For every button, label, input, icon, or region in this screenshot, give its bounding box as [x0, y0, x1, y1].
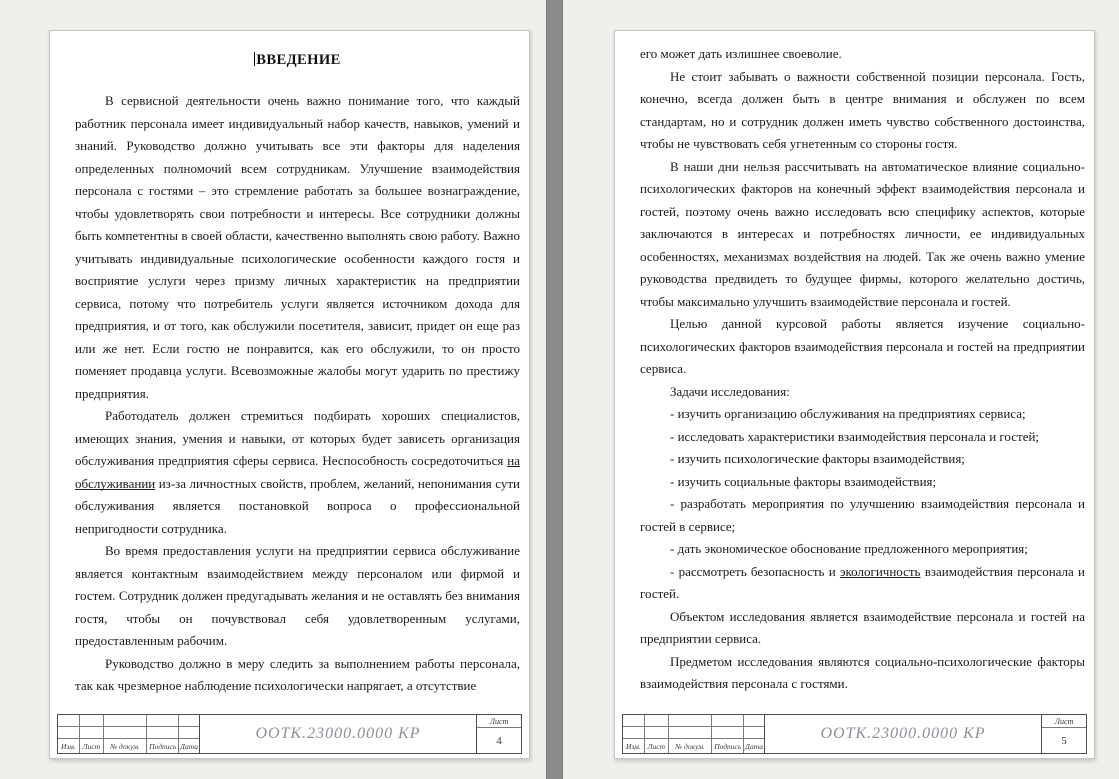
stamp-cell	[669, 727, 713, 738]
stamp-column-label: Лист	[645, 739, 669, 753]
list-item	[640, 493, 1085, 538]
text-run: Целью данной курсовой работы является изучение социально-психологических факторов взаимодействия персонала и гостей на предприятии сервиса.	[640, 316, 1085, 376]
revision-row	[623, 715, 764, 727]
stamp-cell	[669, 715, 713, 726]
title-block	[622, 714, 1087, 754]
page-gap-divider	[546, 0, 563, 779]
stamp-cell	[744, 715, 764, 726]
text-run: - изучить социальные факторы взаимодействия;	[670, 473, 937, 489]
text-run: - разработать мероприятия по улучшению взаимодействия персонала и гостей в сервисе;	[640, 496, 1085, 534]
text-run: Задачи исследования:	[670, 383, 790, 399]
stamp-cell	[179, 727, 199, 738]
text-run: Во время предоставления услуги на предприятии сервиса обслуживание является контактным взаимодействием между персоналом или фирмой и гостем. Сотрудник должен предугадывать желания и не оставлять без внимания гостя, чтобы он почувствовал себя удовлетворенным услугами, предоставленным рабочим.	[75, 543, 520, 648]
sheet-label: Лист	[477, 715, 521, 728]
text-run: В сервисной деятельности очень важно понимание того, что каждый работник персонала имеет индивидуальный набор качеств, навыков, умений и знаний. Руководство должно учитывать все эти факторы для наделения определенных полномочий всем сотрудникам. Улучшение взаимодействия персонала с гостями – это стремление работать за большее вознаграждение, чтобы удовлетворять свои потребности и интересы. Все сотрудники должны быть компетентны в своей области, качественно выполнять свою работу. Важно учитывать индивидуальные психологические особенности каждого гостя и восприятие услуги через призму личных характеристик на предприятии сервиса, потому что потребитель услуги является источником дохода для предприятия, и от того, как обслужили посетителя, зависит, придет он еще раз или же нет. Если гостю не понравится, как его обслужили, то он просто поменяет продавца услуги. Всевозможные жалобы могут ударить по престижу предприятия.	[75, 93, 520, 401]
stamp-cell	[744, 727, 764, 738]
text-run: - дать экономическое обоснование предложенного мероприятия;	[670, 541, 1028, 556]
paragraph	[75, 653, 520, 698]
stamp-cell	[58, 727, 80, 738]
title-block	[57, 714, 522, 754]
text-run: Объектом исследования является взаимодействие персонала и гостей на предприятии сервиса.	[640, 608, 1085, 646]
stamp-label-row	[58, 739, 199, 753]
text-run: Руководство должно в меру следить за выполнением работы персонала, так как чрезмерное наблюдение психологически напрягает, а отсутствие	[75, 655, 520, 693]
revision-row	[623, 727, 764, 739]
stamp-column-label: Изм.	[58, 739, 80, 753]
sheet-number: 4	[496, 734, 502, 747]
page-text-area[interactable]	[75, 43, 520, 708]
paragraph	[640, 66, 1085, 156]
stamp-cell	[645, 727, 669, 738]
stamp-column-label: Изм.	[623, 739, 645, 753]
text-run: В наши дни нельзя рассчитывать на автоматическое влияние социально-психологических факторов на конечный эффект взаимодействия персонала и гостей, поэтому очень важно исследовать всю специфику аспектов, которые заключаются в интересах и потребностях личности, ее индивидуальных особенностях, механизмах воздействия на людей. Так же очень важно умение руководства предвидеть то будущее фирмы, которого желательно достичь, чтобы максимально улучшить взаимодействие персонала и гостей.	[640, 158, 1085, 309]
stamp-cell	[712, 715, 744, 726]
document-code: ООТК.23000.0000 КР	[765, 715, 1042, 753]
section-title-text: ВВЕДЕНИЕ	[256, 52, 341, 68]
stamp-cell	[147, 727, 179, 738]
stamp-column-label: № докум.	[104, 739, 148, 753]
sheet-number: 5	[1061, 734, 1067, 747]
stamp-cell	[623, 715, 645, 726]
stamp-cell	[80, 715, 104, 726]
paragraph	[640, 156, 1085, 314]
stamp-cell	[80, 727, 104, 738]
text-run: - рассмотреть безопасность и	[670, 563, 840, 579]
text-run: из-за личностных свойств, проблем, желаний, непонимания сути обслуживания является постановкой вопроса о профессиональной непригодности сотрудника.	[75, 475, 520, 536]
paragraph	[640, 313, 1085, 381]
underlined-text-run: экологичность	[839, 563, 921, 579]
list-item	[640, 403, 1085, 426]
section-title	[75, 52, 520, 69]
list-item	[640, 538, 1085, 561]
paragraph	[640, 651, 1085, 696]
text-run: - изучить психологические факторы взаимодействия;	[670, 451, 965, 466]
text-run: его может дать излишнее своеволие.	[640, 46, 842, 61]
stamp-cell	[58, 715, 80, 726]
underlined-text-run: на обслуживании	[75, 453, 520, 491]
revision-row	[58, 715, 199, 727]
paragraph	[75, 405, 520, 540]
stamp-cell	[147, 715, 179, 726]
text-run: Не стоит забывать о важности собственной позиции персонала. Гость, конечно, всегда должен быть в центре внимания и обслужен по всем стандартам, но и сотрудник должен иметь чувство собственного достоинства, чтобы не чувствовать себя угнетенным со стороны гостя.	[640, 68, 1085, 151]
stamp-column-label: Лист	[80, 739, 104, 753]
stamp-column-label: Дата	[180, 741, 198, 751]
stamp-cell	[623, 727, 645, 738]
stamp-column-label: Подпись	[147, 739, 179, 753]
stamp-column-label: Дата	[745, 741, 763, 751]
sheet-label: Лист	[1042, 715, 1086, 728]
paragraph	[640, 381, 1085, 404]
text-run: взаимодействия персонала и гостей.	[640, 563, 1085, 601]
list-item	[640, 426, 1085, 449]
text-run: Работодатель должен стремиться подбирать хороших специалистов, имеющих знания, умения и навыки, от которых будет зависеть организация обслуживания предприятия сферы сервиса. Неспособность сосредоточиться	[75, 408, 520, 468]
stamp-column-label: № докум.	[669, 739, 713, 753]
stamp-label-row	[623, 739, 764, 753]
revision-row	[58, 727, 199, 739]
revision-table	[623, 715, 765, 753]
paragraph	[640, 43, 1085, 66]
list-item	[640, 448, 1085, 471]
paragraph	[640, 606, 1085, 651]
document-code: ООТК.23000.0000 КР	[200, 715, 477, 753]
revision-table	[58, 715, 200, 753]
page-text-area[interactable]	[640, 43, 1085, 708]
paragraph	[75, 540, 520, 653]
document-page-2[interactable]	[614, 30, 1095, 759]
stamp-cell	[104, 715, 148, 726]
text-run: - изучить организацию обслуживания на предприятиях сервиса;	[670, 406, 1026, 421]
sheet-box	[477, 715, 521, 753]
text-run: Предметом исследования являются социально-психологические факторы взаимодействия персонала с гостями.	[640, 653, 1085, 691]
list-item	[640, 561, 1085, 606]
stamp-cell	[104, 727, 148, 738]
sheet-box	[1042, 715, 1086, 753]
stamp-column-label: Подпись	[712, 739, 744, 753]
stamp-cell	[179, 715, 199, 726]
paragraph	[75, 90, 520, 405]
stamp-cell	[645, 715, 669, 726]
document-page-1[interactable]	[49, 30, 530, 759]
text-run: - исследовать характеристики взаимодействия персонала и гостей;	[670, 428, 1040, 444]
list-item	[640, 471, 1085, 494]
stamp-cell	[712, 727, 744, 738]
